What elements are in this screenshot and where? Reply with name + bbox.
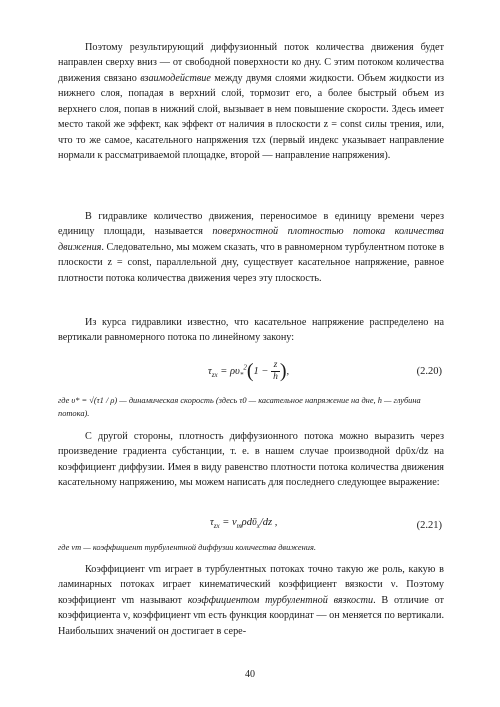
equation-2-20 bbox=[58, 354, 444, 390]
paragraph-2-emphasis: поверхностной плотностью потока количества движения bbox=[58, 226, 444, 253]
paragraph-2 bbox=[58, 209, 444, 286]
paragraph-1 bbox=[58, 40, 444, 164]
note-1 bbox=[58, 394, 444, 420]
paragraph-3 bbox=[58, 315, 444, 346]
note-2 bbox=[58, 541, 444, 554]
paragraph-3-text: Из курса гидравлики известно, что касательное напряжение распределено на вертикали равномерного потока по линейному закону: bbox=[58, 317, 444, 344]
equation-2-21-number: (2.21) bbox=[416, 520, 442, 531]
paragraph-4 bbox=[58, 429, 444, 491]
paragraph-1-emphasis: взаимодействие bbox=[140, 72, 211, 84]
paragraph-1-rest: между двумя слоями жидкости. Объем жидкости из нижнего слоя, попадая в верхний слой, тормозит его, а более быстрый объем из верхнего слоя, попав в нижний слой, вызывает в нем повышение скорости. Здесь имеет место такой же эффект, как эффект от наличия в плоскости z = const силы трения, или, что то же самое, касательного напряжения τzx (первый индекс указывает направление нормали к рассматриваемой площадке, второй — направление напряжения). bbox=[58, 72, 445, 162]
equation-2-20-formula: $\tau_{zx} = \rho\upsilon_*^2(1$ − $\frac{z}{h}$ ), bbox=[208, 360, 290, 382]
equation-2-21 bbox=[58, 513, 444, 541]
paragraph-2-text: В гидравлике количество движения, переносимое в единицу времени через единицу площади, называется bbox=[58, 211, 444, 238]
note-1-text: где υ* = √(τ1 / ρ) — динамическая скорость (здесь τ0 — касательное напряжение на дне, h — глубина потока). bbox=[58, 396, 421, 418]
paragraph-2-rest: . Следовательно, мы можем сказать, что в равномерном турбулентном потоке в плоскости z = const, параллельной дну, существует касательное напряжение, равное плотности потока количества движения через эту плоскость. bbox=[58, 241, 445, 284]
note-2-text: где νm — коэффициент турбулентной диффузии количества движения. bbox=[58, 543, 316, 552]
equation-2-20-number: (2.20) bbox=[416, 366, 442, 377]
paragraph-5 bbox=[58, 562, 444, 639]
paragraph-5-text: Коэффициент νm играет в турбулентных потоках точно такую же роль, какую в ламинарных потоках играет кинематический коэффициент вязкости ν. Поэтому коэффициент νm называют bbox=[58, 564, 444, 606]
paragraph-5-rest: . В отличие от коэффициента ν, коэффициент νm есть функция координат — он меняется по вертикали. Наибольших значений он достигает в сере- bbox=[58, 594, 445, 637]
page-number: 40 bbox=[245, 669, 255, 680]
paragraph-1-text: Поэтому результирующий диффузионный поток количества движения будет направлен сверху вниз — от свободной поверхности ко дну. С этим потоком количества движения связано bbox=[58, 42, 444, 84]
paragraph-4-text: С другой стороны, плотность диффузионного потока можно выразить через произведение градиента субстанции, т. е. в нашем случае производной dρῡx/dz на коэффициент диффузии. Имея в виду равенство плотности потока количества движения касательному напряжению, мы можем написать для последнего следующее выражение: bbox=[58, 431, 444, 489]
equation-2-21-formula: $\tau_{zx}$ = $\nu_m\rho dῡ_x/dz$ , bbox=[210, 517, 278, 531]
paragraph-5-emphasis: коэффициентом турбулентной вязкости bbox=[187, 594, 374, 606]
